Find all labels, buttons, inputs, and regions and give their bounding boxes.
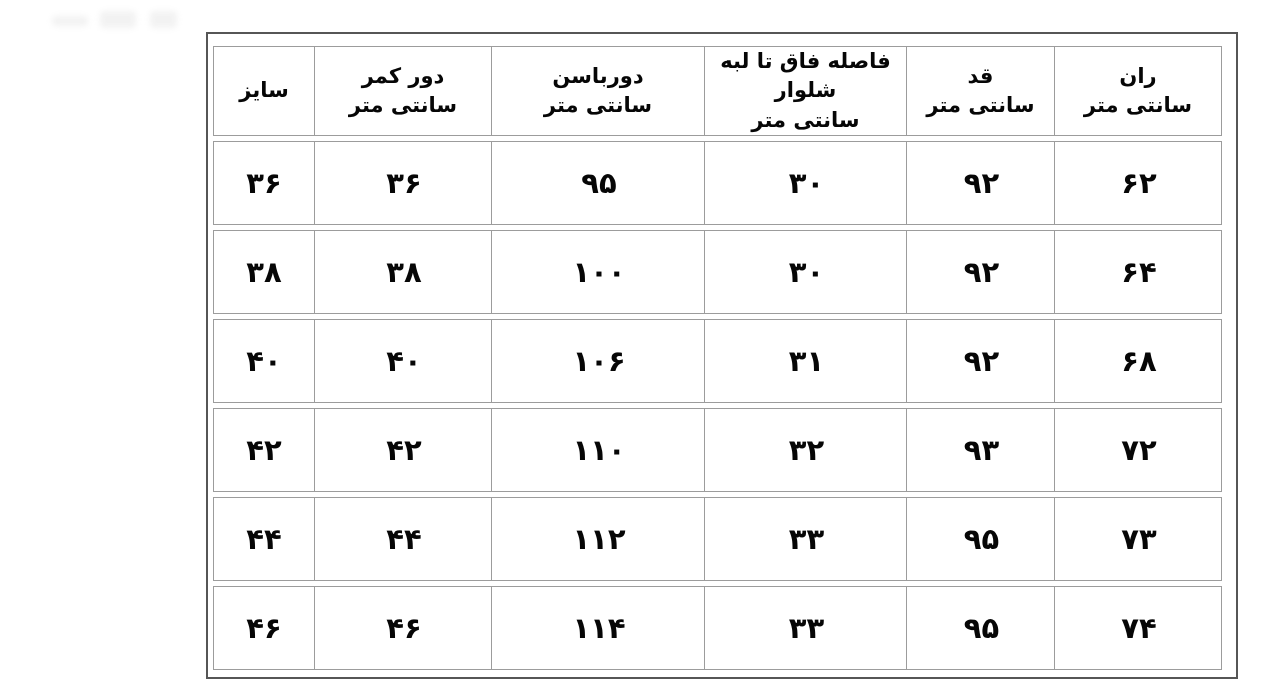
table-cell: ۴۰ — [213, 319, 315, 403]
table-cell: ۳۳ — [705, 497, 907, 581]
table-cell: ۹۲ — [907, 230, 1055, 314]
table-cell: ۳۰ — [705, 230, 907, 314]
table-cell: ۳۰ — [705, 141, 907, 225]
table-cell: ۳۱ — [705, 319, 907, 403]
column-title: دور کمر — [361, 63, 445, 88]
table-cell: ۱۱۴ — [492, 586, 705, 670]
table-cell: ۶۴ — [1055, 230, 1222, 314]
column-unit: سانتی متر — [751, 107, 860, 132]
table-row — [213, 230, 1222, 314]
table-row — [213, 141, 1222, 225]
table-cell: ۳۸ — [213, 230, 315, 314]
column-header-thigh — [1055, 46, 1222, 136]
table-cell: ۳۸ — [315, 230, 492, 314]
table-cell: ۴۶ — [315, 586, 492, 670]
column-title: دورباسن — [552, 63, 644, 88]
column-header-rise — [705, 46, 907, 136]
table-cell: ۴۴ — [213, 497, 315, 581]
table-cell: ۹۵ — [492, 141, 705, 225]
column-unit: سانتی متر — [348, 93, 458, 118]
watermark-smudge — [150, 11, 177, 28]
table-row — [213, 497, 1222, 581]
table-cell: ۳۶ — [315, 141, 492, 225]
table-cell: ۱۰۰ — [492, 230, 705, 314]
column-unit: سانتی متر — [926, 93, 1035, 118]
column-header-waist — [315, 46, 492, 136]
header-row — [213, 46, 1222, 136]
table-cell: ۱۱۰ — [492, 408, 705, 492]
column-unit: سانتی متر — [543, 93, 653, 118]
column-header-length — [907, 46, 1055, 136]
table-row — [213, 408, 1222, 492]
watermark-smudge — [100, 11, 136, 28]
table-cell: ۳۶ — [213, 141, 315, 225]
column-header-size — [213, 46, 315, 136]
table-cell: ۹۲ — [907, 319, 1055, 403]
table-cell: ۳۳ — [705, 586, 907, 670]
column-title: فاصله فاق تا لبه شلوار — [720, 49, 891, 103]
watermark-smudge — [52, 16, 88, 26]
table-cell: ۱۱۲ — [492, 497, 705, 581]
table-cell: ۶۲ — [1055, 141, 1222, 225]
table-cell: ۴۲ — [315, 408, 492, 492]
table-cell: ۴۰ — [315, 319, 492, 403]
table-cell: ۹۳ — [907, 408, 1055, 492]
size-table-container — [206, 32, 1238, 679]
table-cell: ۳۲ — [705, 408, 907, 492]
table-row — [213, 319, 1222, 403]
table-cell: ۹۵ — [907, 497, 1055, 581]
column-title: قد — [967, 63, 994, 88]
column-header-hip — [492, 46, 705, 136]
table-cell: ۹۲ — [907, 141, 1055, 225]
table-cell: ۴۶ — [213, 586, 315, 670]
table-cell: ۷۴ — [1055, 586, 1222, 670]
table-cell: ۴۴ — [315, 497, 492, 581]
column-title: سایز — [239, 78, 289, 103]
table-cell: ۹۵ — [907, 586, 1055, 670]
column-unit: سانتی متر — [1083, 93, 1193, 118]
size-table — [213, 41, 1222, 675]
table-cell: ۷۲ — [1055, 408, 1222, 492]
table-cell: ۶۸ — [1055, 319, 1222, 403]
table-cell: ۴۲ — [213, 408, 315, 492]
table-row — [213, 586, 1222, 670]
table-cell: ۷۳ — [1055, 497, 1222, 581]
table-cell: ۱۰۶ — [492, 319, 705, 403]
column-title: ران — [1119, 63, 1157, 88]
